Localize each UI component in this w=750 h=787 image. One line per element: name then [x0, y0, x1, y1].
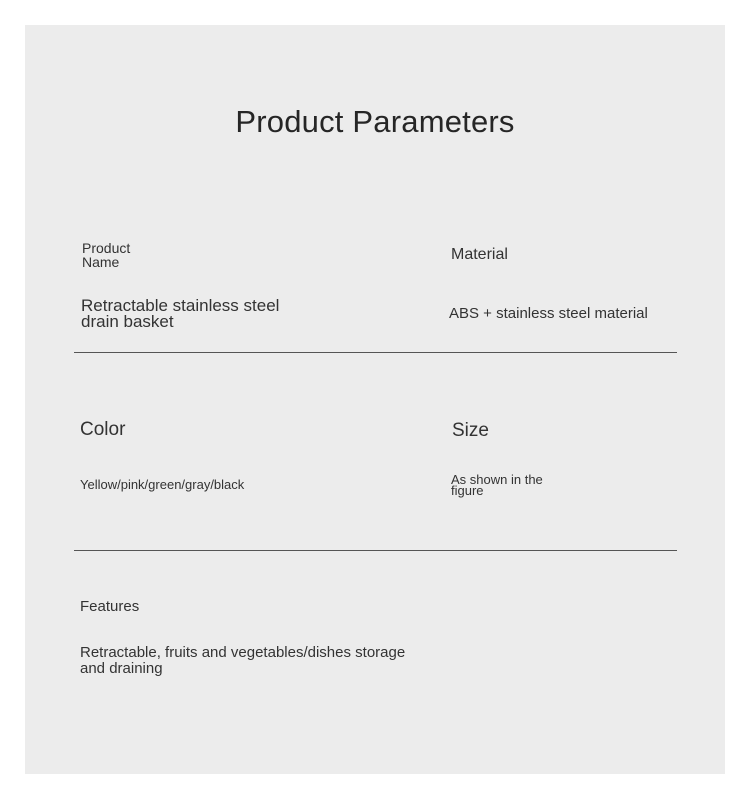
material-value: ABS + stainless steel material: [449, 305, 648, 322]
product-name-label-line-2: Name: [82, 254, 120, 270]
page-title: Product Parameters: [235, 104, 515, 139]
features-value-line-1: Retractable, fruits and vegetables/dishes storage: [80, 644, 406, 661]
features-value-line-2: and draining: [80, 660, 163, 677]
product-name-label: [82, 241, 130, 269]
product-name-value: [81, 298, 279, 330]
material-label: Material: [451, 246, 508, 263]
size-value-line-1: As shown in the: [451, 472, 543, 487]
color-label: Color: [80, 419, 126, 440]
product-name-label-line-1: Product: [82, 240, 131, 256]
features-label: Features: [80, 598, 140, 615]
product-name-value-line-2: drain basket: [81, 312, 174, 331]
size-value-line-2: figure: [451, 483, 484, 498]
color-value: Yellow/pink/green/gray/black: [80, 477, 245, 492]
size-label: Size: [452, 420, 489, 441]
features-value: [80, 645, 405, 677]
divider: [74, 550, 677, 551]
size-value: [451, 474, 543, 496]
divider: [74, 352, 677, 353]
product-name-value-line-1: Retractable stainless steel: [81, 296, 280, 315]
